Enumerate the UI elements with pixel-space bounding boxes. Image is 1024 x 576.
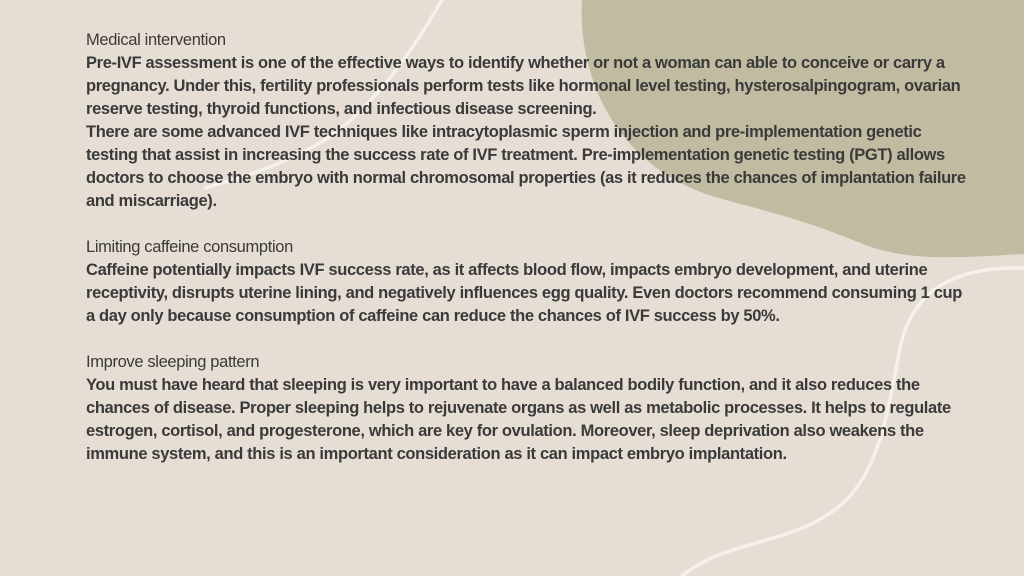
section-paragraph: You must have heard that sleeping is very important to have a balanced bodily function, and it also reduces the chances of disease. Proper sleeping helps to rejuvenate organs as well as metabolic processes. It helps to regulate estrogen, cortisol, and progesterone, which are key for ovulation. Moreover, sleep deprivation also weakens the immune system, and this is an important consideration as it can impact embryo implantation. [86,376,951,463]
section-sleeping-pattern [86,351,966,466]
section-heading: Limiting caffeine consumption [86,238,293,256]
section-medical-intervention [86,29,966,213]
article-content [86,29,966,466]
section-paragraph: Caffeine potentially impacts IVF success rate, as it affects blood flow, impacts embryo development, and uterine receptivity, disrupts uterine lining, and negatively influences egg quality. Even doctors recommend consuming 1 cup a day only because consumption of caffeine can reduce the chances of IVF success by 50%. [86,261,963,325]
section-heading: Medical intervention [86,31,226,49]
section-heading: Improve sleeping pattern [86,353,260,371]
section-paragraph: There are some advanced IVF techniques like intracytoplasmic sperm injection and pre-implementation genetic testing that assist in increasing the success rate of IVF treatment. Pre-implementation genetic testing (PGT) allows doctors to choose the embryo with normal chromosomal properties (as it reduces the chances of implantation failure and miscarriage). [86,123,966,210]
section-paragraph: Pre-IVF assessment is one of the effective ways to identify whether or not a woman can able to conceive or carry a pregnancy. Under this, fertility professionals perform tests like hormonal level testing, hysterosalpingogram, ovarian reserve testing, thyroid functions, and infectious disease screening. [86,54,961,118]
section-limiting-caffeine [86,236,966,328]
